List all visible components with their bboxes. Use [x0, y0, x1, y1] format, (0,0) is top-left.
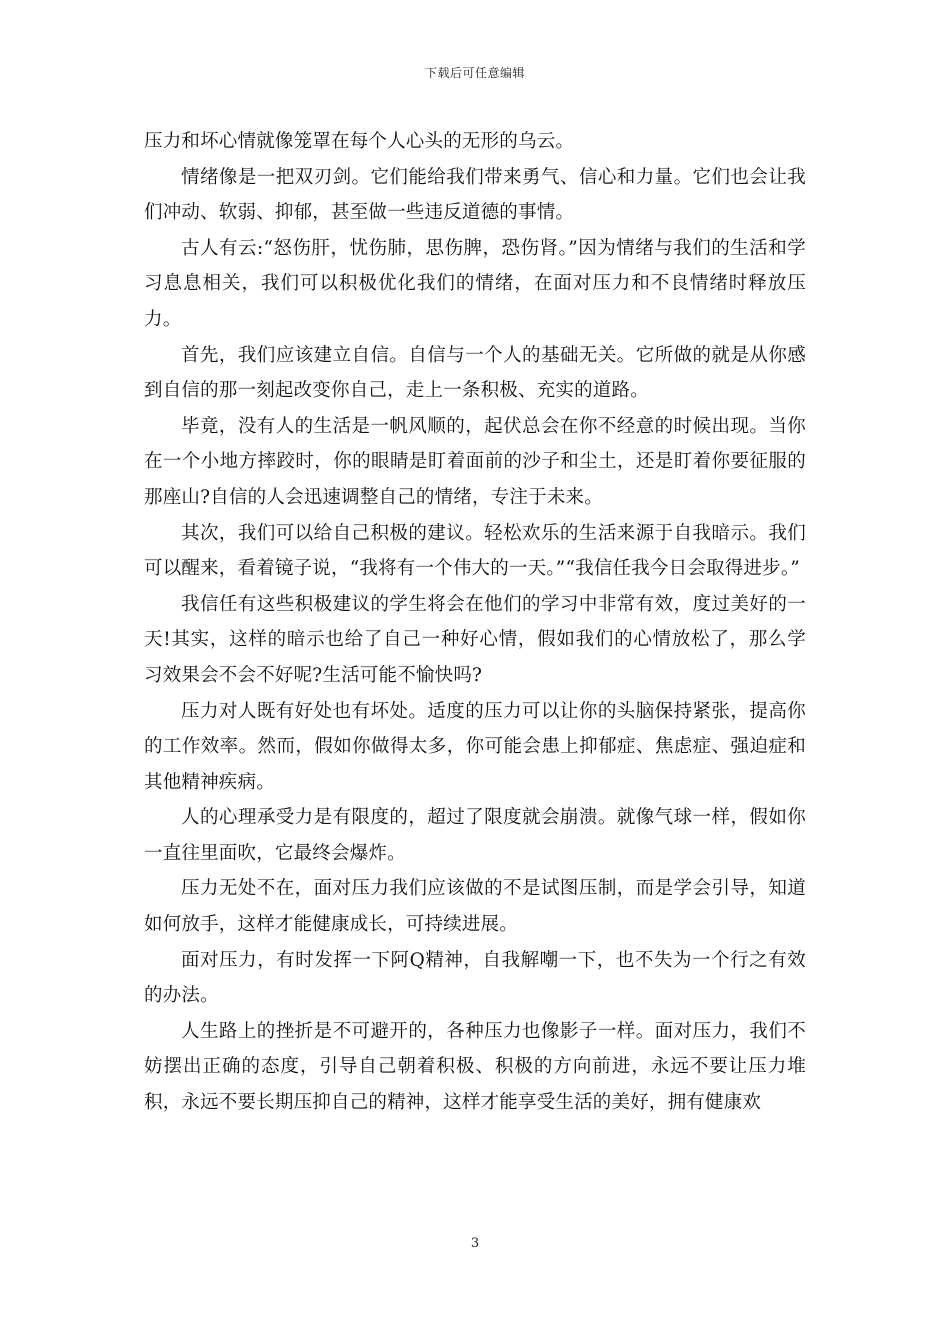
- paragraph: 首先，我们应该建立自信。自信与一个人的基础无关。它所做的就是从你感到自信的那一刻起改变你自己，走上一条积极、充实的道路。: [144, 344, 806, 402]
- paragraph: 人生路上的挫折是不可避开的，各种压力也像影子一样。面对压力，我们不妨摆出正确的态度，引导自己朝着积极、积极的方向前进，永远不要让压力堆积，永远不要长期压抑自己的精神，这样才能享受生活的美好，拥有健康欢: [144, 1020, 806, 1114]
- paragraph: 古人有云:“怒伤肝，忧伤肺，思伤脾，恐伤肾。”因为情绪与我们的生活和学习息息相关，我们可以积极优化我们的情绪，在面对压力和不良情绪时释放压力。: [144, 237, 806, 330]
- paragraph: 其次，我们可以给自己积极的建议。轻松欢乐的生活来源于自我暗示。我们可以醒来，看着镜子说，“我将有一个伟大的一天。”“我信任我今日会取得进步。”: [144, 522, 806, 580]
- body-text: [144, 124, 806, 1121]
- paragraph: 压力和坏心情就像笼罩在每个人心头的无形的乌云。: [144, 131, 575, 152]
- paragraph: 压力无处不在，面对压力我们应该做的不是试图压制，而是学会引导，知道如何放手，这样才能健康成长，可持续进展。: [144, 878, 806, 936]
- page-number: 3: [470, 1236, 480, 1251]
- page-header: 下载后可任意编辑: [424, 66, 525, 80]
- paragraph: 人的心理承受力是有限度的，超过了限度就会崩溃。就像气球一样，假如你一直往里面吹，它最终会爆炸。: [144, 807, 806, 864]
- paragraph: 毕竟，没有人的生活是一帆风顺的，起伏总会在你不经意的时候出现。当你在一个小地方摔跤时，你的眼睛是盯着面前的沙子和尘土，还是盯着你要征服的那座山?自信的人会迅速调整自己的情绪，专注于未来。: [144, 415, 806, 508]
- paragraph: 我信任有这些积极建议的学生将会在他们的学习中非常有效，度过美好的一天!其实，这样的暗示也给了自己一种好心情，假如我们的心情放松了，那么学习效果会不会不好呢?生活可能不愉快吗?: [144, 593, 806, 686]
- paragraph: 面对压力，有时发挥一下阿Q精神，自我解嘲一下，也不失为一个行之有效的办法。: [144, 949, 806, 1007]
- paragraph: 压力对人既有好处也有坏处。适度的压力可以让你的头脑保持紧张，提高你的工作效率。然而，假如你做得太多，你可能会患上抑郁症、焦虑症、强迫症和其他精神疾病。: [144, 700, 806, 793]
- paragraph: 情绪像是一把双刃剑。它们能给我们带来勇气、信心和力量。它们也会让我们冲动、软弱、抑郁，甚至做一些违反道德的事情。: [144, 166, 806, 224]
